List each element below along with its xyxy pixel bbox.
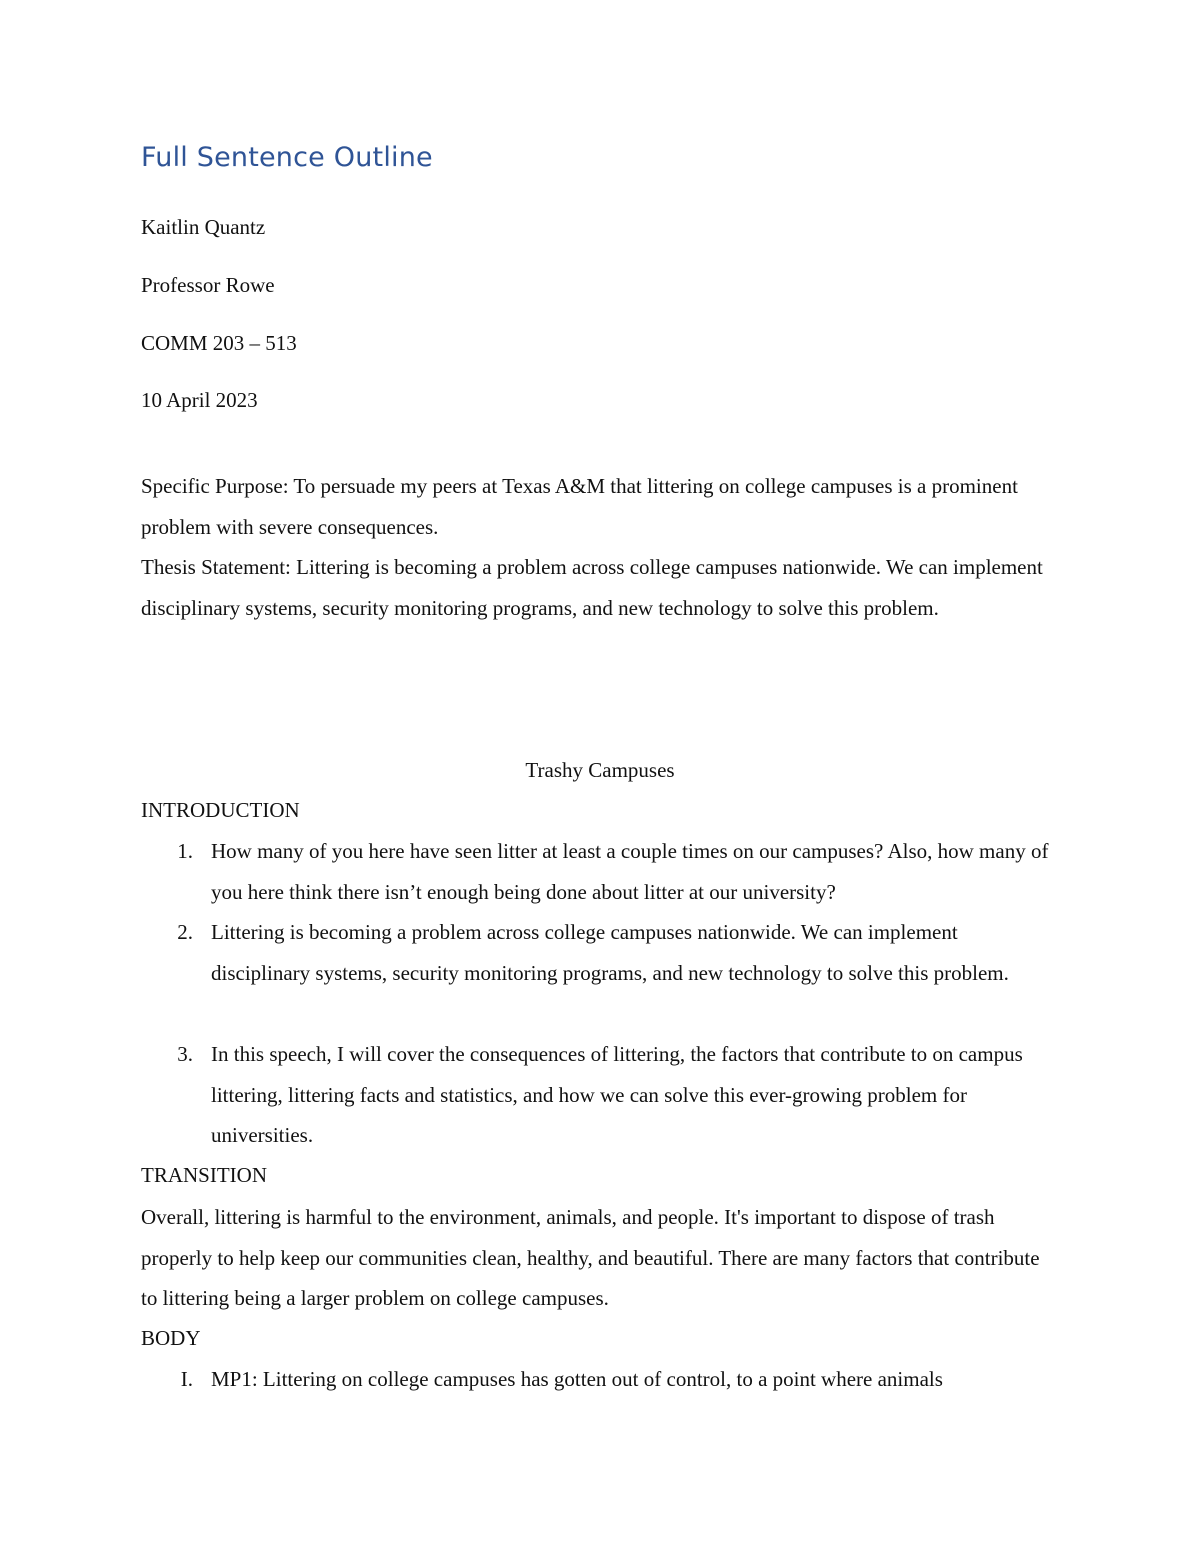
thesis-statement: Thesis Statement: Littering is becoming a problem across college campuses nationwide. We can implement disciplinary systems, security monitoring programs, and new technology to solve this problem.	[141, 555, 1043, 620]
author-name: Kaitlin Quantz	[141, 215, 266, 239]
specific-purpose: Specific Purpose: To persuade my peers at Texas A&M that littering on college campuses is a prominent problem with severe consequences.	[141, 474, 1018, 539]
course-code: COMM 203 – 513	[141, 331, 297, 355]
list-item-text: MP1: Littering on college campuses has gotten out of control, to a point where animals	[211, 1367, 943, 1391]
list-number: 2.	[177, 920, 193, 944]
document-date: 10 April 2023	[141, 388, 258, 412]
professor-name: Professor Rowe	[141, 273, 275, 297]
introduction-heading: INTRODUCTION	[141, 798, 300, 822]
transition-heading: TRANSITION	[141, 1163, 267, 1187]
list-item-text: How many of you here have seen litter at least a couple times on our campuses? Also, how many of you here think there isn’t enough being done about litter at our university?	[211, 839, 1049, 904]
list-item-text: In this speech, I will cover the consequences of littering, the factors that contribute to on campus littering, littering facts and statistics, and how we can solve this ever-growing problem for universities.	[211, 1042, 1023, 1148]
list-number: I.	[180, 1367, 193, 1391]
document-title: Full Sentence Outline	[141, 142, 433, 173]
speech-title: Trashy Campuses	[525, 758, 675, 782]
transition-text: Overall, littering is harmful to the environment, animals, and people. It's important to dispose of trash properly to help keep our communities clean, healthy, and beautiful. There are many factors that contribute to littering being a larger problem on college campuses.	[141, 1205, 1040, 1311]
list-number: 3.	[177, 1042, 193, 1066]
list-item-text: Littering is becoming a problem across college campuses nationwide. We can implement disciplinary systems, security monitoring programs, and new technology to solve this problem.	[211, 920, 1009, 985]
body-heading: BODY	[141, 1326, 201, 1350]
list-number: 1.	[177, 839, 193, 863]
